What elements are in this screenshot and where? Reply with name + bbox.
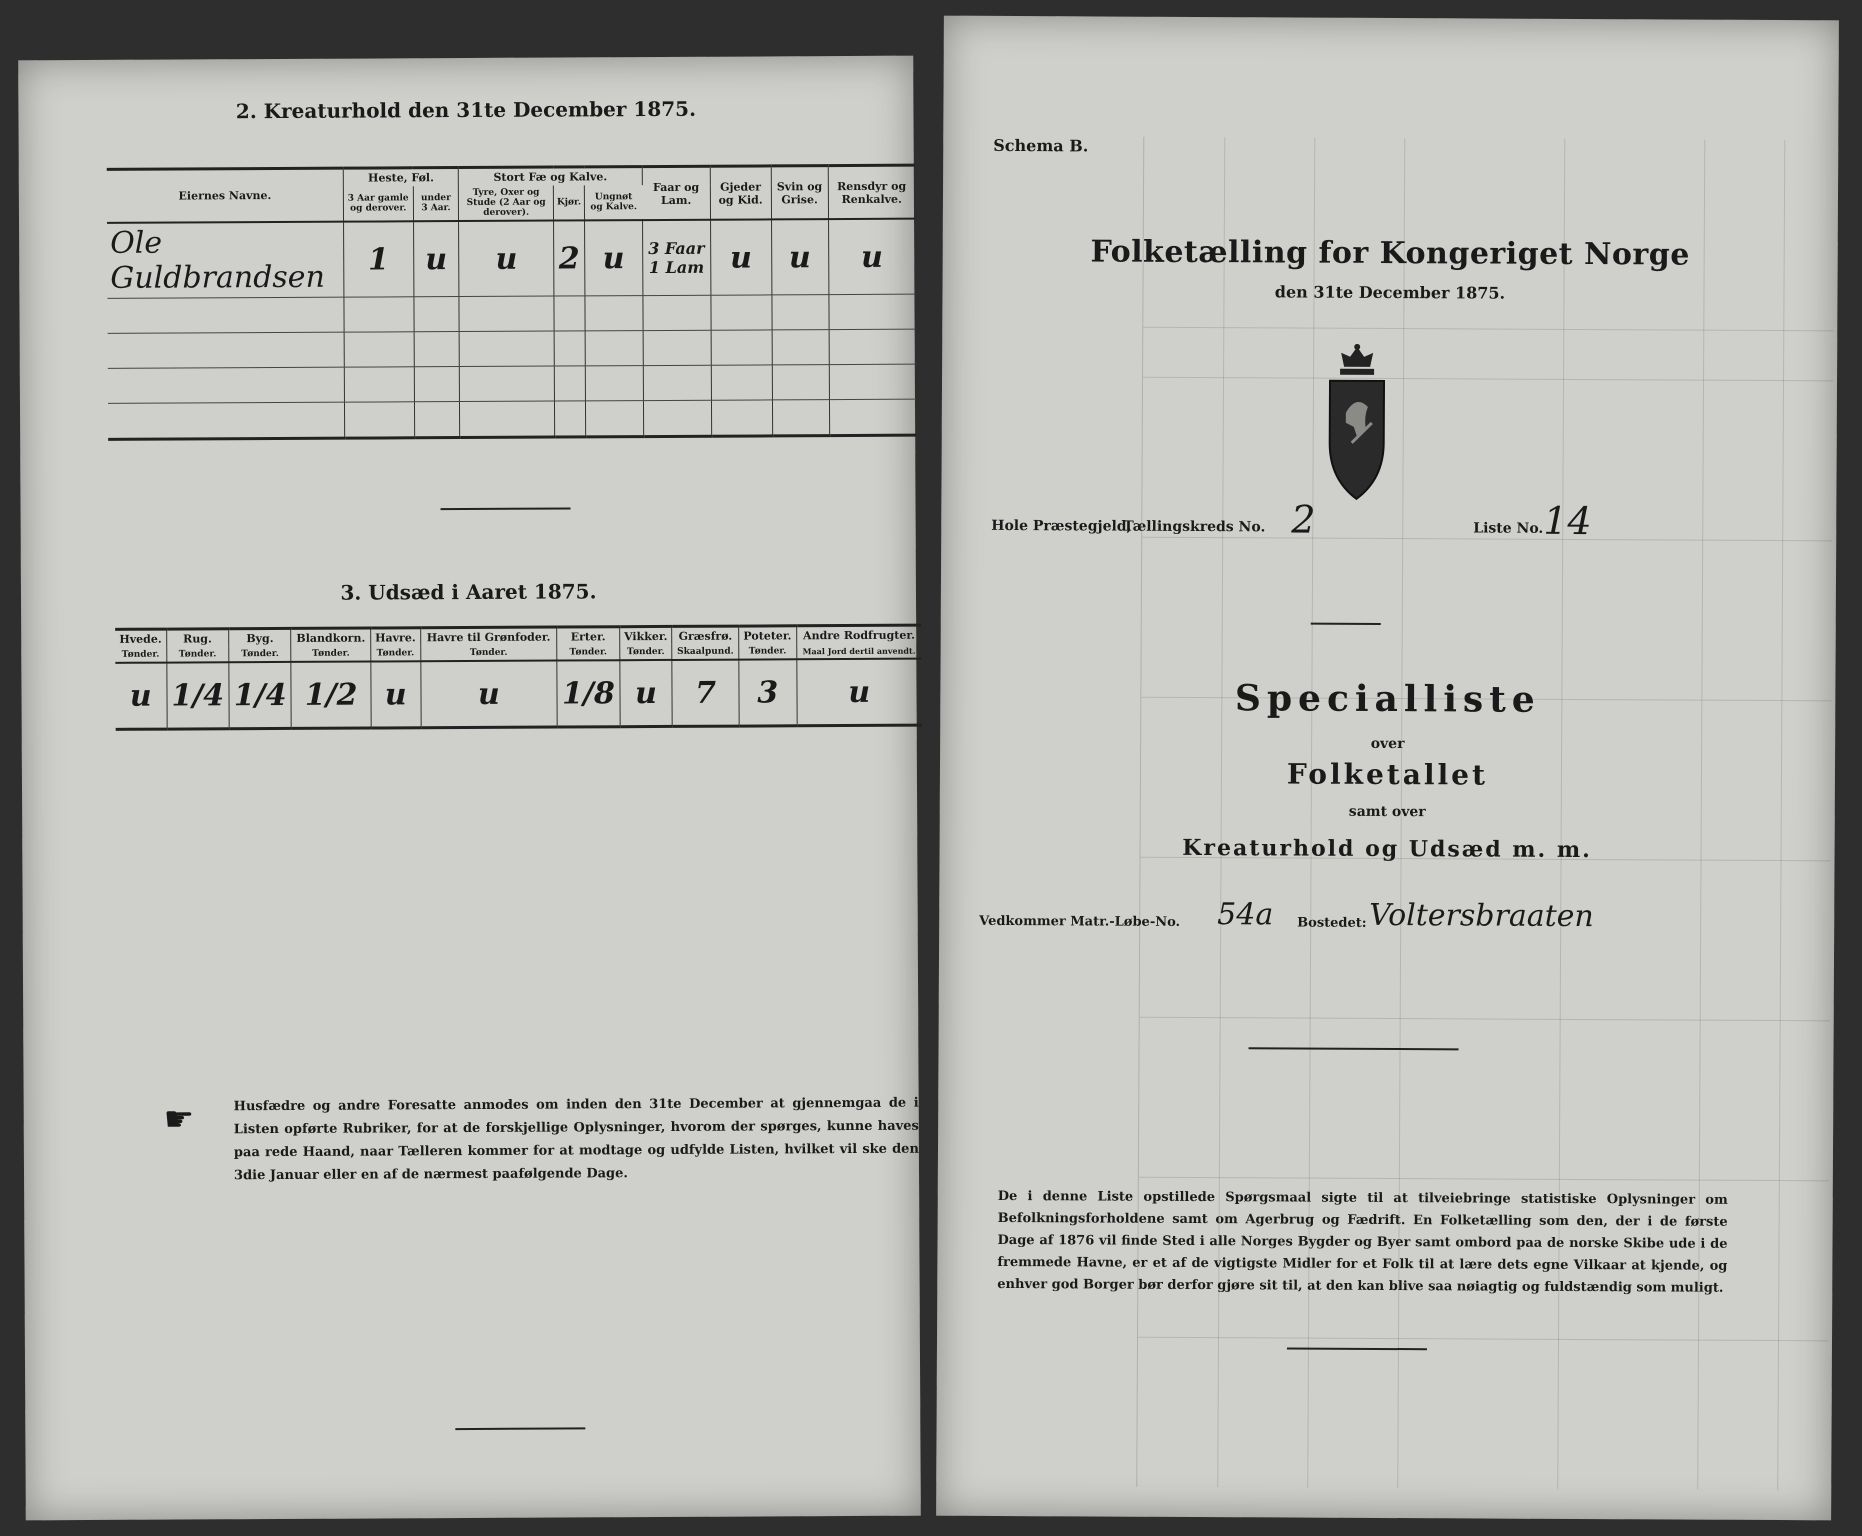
bosted-label: Bostedet: bbox=[1297, 915, 1367, 931]
unit-header: Tønder. bbox=[739, 644, 797, 659]
calves-header: Ungnøt og Kalve. bbox=[590, 192, 637, 213]
sheep-header: Faar og Lam. bbox=[642, 166, 710, 220]
crop-header: Vikker. bbox=[619, 626, 672, 645]
crop-header: Hvede. bbox=[115, 629, 166, 648]
crop-value: u bbox=[371, 661, 421, 728]
pointing-hand-icon: ☛ bbox=[163, 1099, 195, 1140]
crop-value: 1/2 bbox=[291, 662, 371, 729]
unit-header: Skaalpund. bbox=[672, 645, 739, 660]
divider bbox=[455, 1427, 585, 1430]
prestegjeld-label: Hole Præstegjeld, bbox=[991, 517, 1132, 535]
owner-cell: Ole Guldbrandsen bbox=[107, 222, 344, 299]
crop-value: u bbox=[796, 659, 921, 726]
unit-header: Tønder. bbox=[291, 647, 370, 662]
over-text: over bbox=[1370, 735, 1405, 753]
value-cell: 2 bbox=[554, 220, 586, 296]
value-cell: 1 bbox=[344, 221, 414, 297]
crop-value: 7 bbox=[672, 660, 739, 727]
table-row bbox=[107, 294, 915, 333]
crop-header: Byg. bbox=[229, 628, 292, 647]
left-page bbox=[18, 56, 921, 1521]
info-paragraph: De i denne Liste opstillede Spørgsmaal sigte til at tilveiebringe statistiske Oplysninger om Befolkningsforholdene samt om Agerbrug og Fædrift. En Folketælling som den, der i de første Dage af 1876 vil finde Sted i alle Norges Bygder og Byer samt ombord paa de norske Skibe ude i de fremmede Havne, er et af de vigtigste Midler for et Folk til at lære dets egne Vilkaar at kjende, og enhver god Borger bør derfor gjøre sit til, at den kan blive saa nøiagtig og fuldstændig som muligt. bbox=[997, 1188, 1728, 1296]
samt-over-text: samt over bbox=[1348, 803, 1426, 821]
kreds-label: Tællingskreds No. bbox=[1123, 518, 1266, 536]
crop-value: 1/4 bbox=[229, 662, 292, 729]
unit-header: Tønder. bbox=[557, 645, 620, 660]
schema-label: Schema B. bbox=[993, 135, 1089, 156]
crop-header: Erter. bbox=[557, 627, 620, 646]
crop-header: Havre. bbox=[370, 628, 420, 647]
unit-header: Maal Jord dertil anvendt. bbox=[802, 645, 916, 657]
crop-header: Blandkorn. bbox=[291, 628, 370, 647]
cows-header: Kjør. bbox=[553, 185, 584, 220]
unit-header: Tønder. bbox=[371, 646, 421, 661]
page-title: Folketælling for Kongeriget Norge bbox=[1090, 234, 1690, 273]
value-cell: u bbox=[828, 219, 915, 295]
horses-old-header: 3 Aar gamle og derover. bbox=[343, 186, 413, 221]
crop-value: 1/8 bbox=[557, 660, 620, 727]
cattle-header: Stort Fæ og Kalve. bbox=[459, 167, 642, 186]
liste-label: Liste No. bbox=[1473, 520, 1544, 537]
unit-header: Tønder. bbox=[420, 646, 557, 662]
divider bbox=[441, 507, 571, 510]
owner-header: Eiernes Navne. bbox=[107, 168, 344, 223]
crop-value: 3 bbox=[739, 659, 797, 726]
section3-title: 3. Udsæd i Aaret 1875. bbox=[340, 579, 597, 605]
crop-header: Græsfrø. bbox=[672, 626, 739, 645]
specialliste-heading: Specialliste bbox=[1234, 677, 1541, 721]
table-row bbox=[108, 329, 916, 368]
unit-header: Tønder. bbox=[166, 647, 229, 662]
bulls-header: Tyre, Oxer og Stude (2 Aar og derover). bbox=[459, 186, 554, 221]
crops-table bbox=[115, 624, 922, 731]
crop-value: u bbox=[620, 660, 673, 727]
value-cell: 3 Faar 1 Lam bbox=[642, 220, 710, 296]
value-cell: u bbox=[710, 219, 771, 295]
table-row bbox=[108, 364, 916, 403]
crop-header: Poteter. bbox=[739, 626, 797, 645]
reindeer-header: Rensdyr og Renkalve. bbox=[828, 165, 915, 219]
folketallet-heading: Folketallet bbox=[1286, 757, 1489, 792]
matr-label: Vedkommer Matr.-Løbe-No. bbox=[979, 913, 1181, 930]
title-date: den 31te December 1875. bbox=[1274, 282, 1506, 303]
animals-table bbox=[107, 164, 916, 441]
crop-value: u bbox=[420, 661, 557, 728]
horses-young-header: under 3 Aar. bbox=[413, 186, 459, 221]
crop-header: Andre Rodfrugter. bbox=[796, 625, 921, 644]
kreds-value: 2 bbox=[1291, 497, 1316, 542]
table-row bbox=[107, 219, 915, 299]
right-page bbox=[936, 16, 1839, 1521]
section2-title: 2. Kreaturhold den 31te December 1875. bbox=[235, 96, 697, 124]
goats-header: Gjeder og Kid. bbox=[710, 166, 771, 220]
crop-header: Rug. bbox=[166, 629, 229, 648]
liste-value: 14 bbox=[1543, 498, 1592, 544]
pigs-header: Svin og Grise. bbox=[771, 166, 828, 220]
crop-value: 1/4 bbox=[166, 662, 229, 729]
bosted-value: Voltersbraaten bbox=[1369, 897, 1594, 935]
kreaturhold-heading: Kreaturhold og Udsæd m. m. bbox=[1182, 834, 1592, 864]
matr-value: 54a bbox=[1217, 897, 1274, 933]
value-cell: u bbox=[459, 221, 554, 297]
notice-text: Husfædre og andre Foresatte anmodes om inden den 31te December at gjennemgaa de i Listen opførte Rubriker, for at de forskjellige Oplysninger, hvorom der spørges, kunne haves paa rede Haand, naar Tælleren kommer for at modtage og udfylde Listen, hvilket vil ske den 3die Januar eller en af de nærmest paafølgende Dage. bbox=[233, 1095, 919, 1184]
unit-header: Tønder. bbox=[229, 647, 292, 662]
value-cell: u bbox=[413, 221, 459, 297]
table-row bbox=[108, 399, 916, 439]
value-cell: u bbox=[585, 220, 643, 296]
unit-header: Tønder. bbox=[619, 645, 672, 660]
unit-header: Tønder. bbox=[115, 648, 166, 663]
value-cell: u bbox=[771, 219, 828, 295]
coat-of-arms-icon bbox=[1311, 343, 1402, 508]
crop-header: Havre til Grønfoder. bbox=[420, 627, 557, 646]
table-row bbox=[115, 659, 921, 730]
horses-header: Heste, Føl. bbox=[343, 168, 458, 187]
divider bbox=[1311, 623, 1381, 625]
crop-value: u bbox=[115, 663, 166, 730]
